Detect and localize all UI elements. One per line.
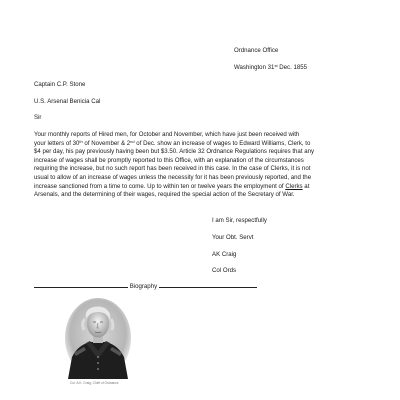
biography-label: Biography	[128, 283, 159, 290]
office-heading: Ordnance Office	[234, 47, 279, 54]
letter-body	[34, 131, 314, 200]
date-rest: Dec. 1855	[277, 64, 308, 71]
body-text: your letters of 30	[34, 139, 80, 147]
date-text: Washington 31	[234, 64, 275, 71]
signature-name: AK Craig	[212, 251, 237, 258]
addressee-name: Captain C.P. Stone	[34, 81, 86, 88]
closing-line: Your Obt. Servt	[212, 234, 254, 241]
body-text: at	[302, 182, 310, 190]
underlined-word: Clerks	[285, 182, 303, 190]
body-line: $4 per day, his pay previously having been but $3.50. Article 32 Ordnance Regulations requires that any	[34, 148, 315, 156]
body-line: requiring the increase, but no such report has been received in this case. In the case of Clerks, it is not	[34, 165, 311, 173]
body-line: usual to allow of an increase of wages unless the necessity for it has been previously reported, and the	[34, 173, 312, 181]
salutation: Sir	[34, 114, 42, 121]
portrait-image	[64, 297, 132, 379]
rule-right	[159, 287, 257, 288]
body-line: increase of wages shall be promptly reported to this Office, with an explanation of the circumstances	[34, 156, 304, 164]
body-line: Arsenals, and the determining of their wages, required the special action of the Secretary of War.	[34, 191, 295, 199]
superscript: nd	[130, 138, 135, 144]
body-line	[34, 140, 314, 149]
rule-left	[34, 287, 128, 288]
letter-date	[234, 64, 307, 73]
biography-divider	[34, 283, 257, 290]
date-superscript: st	[274, 63, 278, 68]
portrait-photo	[64, 297, 132, 379]
body-line: Your monthly reports of Hired men, for October and November, which have just been received with	[34, 131, 300, 138]
body-text: of Dec. show an increase of wages to Edward Williams, Clerk, to	[134, 139, 311, 147]
body-text: of November & 2	[82, 139, 131, 147]
body-text: increase sanctioned from a time to come. Up to within ten or twelve years the employment of	[34, 182, 286, 190]
addressee-place: U.S. Arsenal Benicia Cal	[34, 98, 101, 105]
portrait-caption: Col. A.K. Craig, Chief of Ordnance	[70, 381, 119, 385]
superscript: th	[79, 138, 83, 144]
signature-title: Col Ords	[212, 267, 237, 274]
body-line	[34, 183, 314, 192]
closing-line: I am Sir, respectfully	[212, 217, 267, 224]
